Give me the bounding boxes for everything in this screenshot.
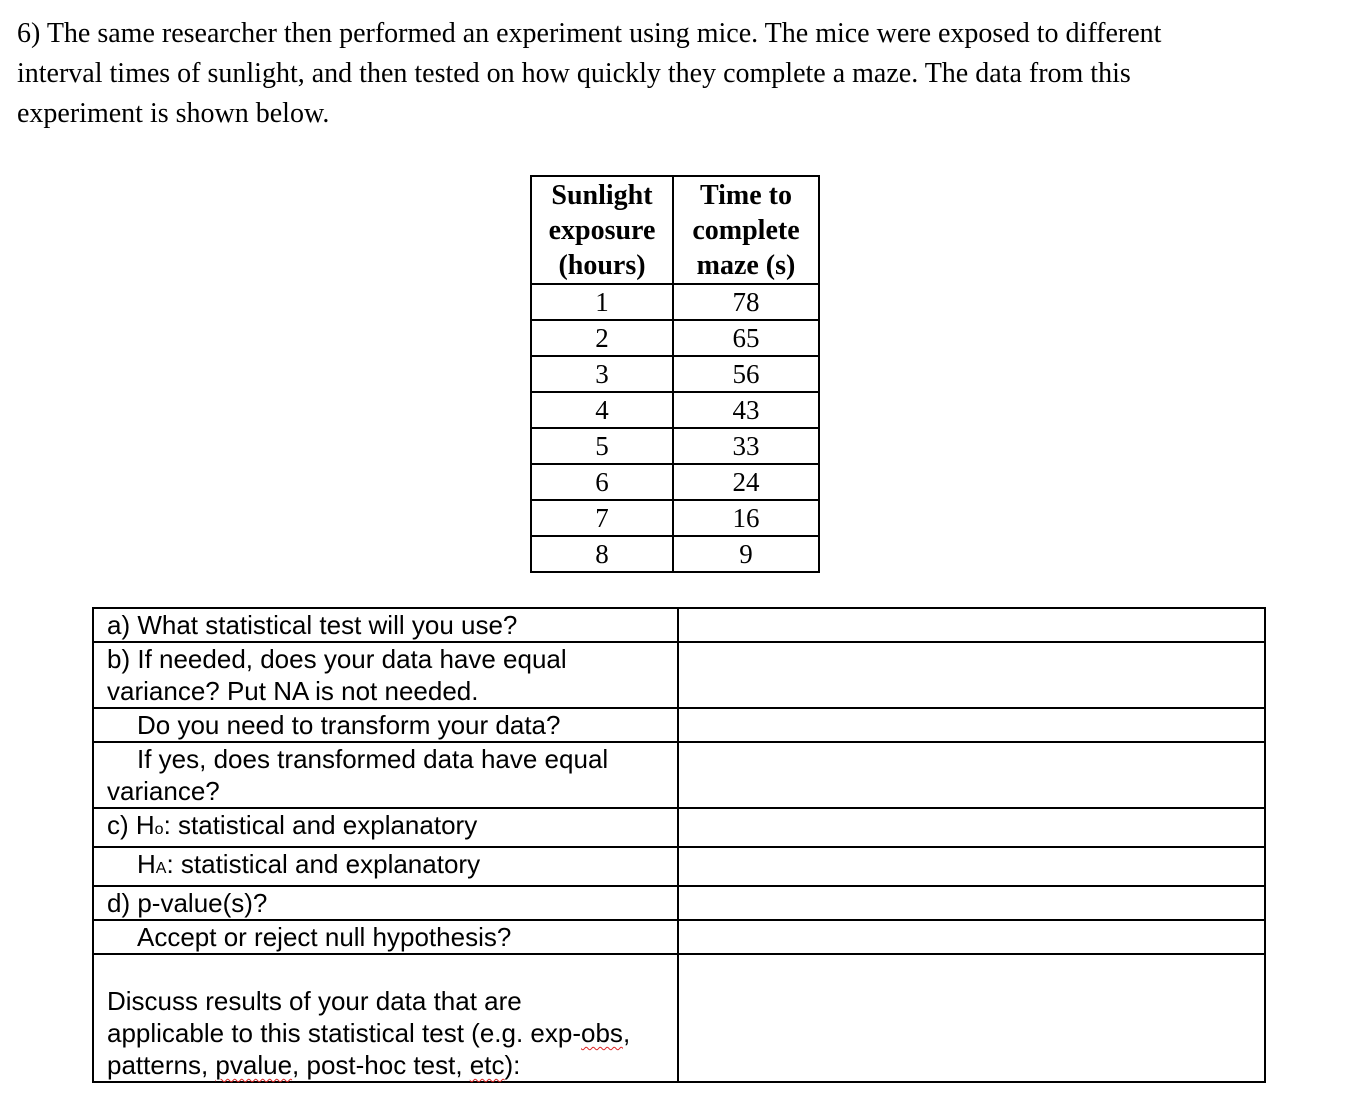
answer-transform-cell[interactable] — [678, 708, 1265, 742]
time-cell: 24 — [673, 464, 819, 500]
sunlight-cell: 1 — [531, 284, 673, 320]
table-row — [531, 392, 819, 428]
ha-subscript: A — [155, 860, 167, 877]
sunlight-cell: 2 — [531, 320, 673, 356]
answer-accept-cell[interactable] — [678, 920, 1265, 954]
question-transformed-line-2: variance? — [107, 776, 220, 806]
header-sunlight-exposure — [531, 176, 673, 284]
discuss-line-3-etc: etc — [469, 1050, 505, 1080]
discuss-line-2 — [107, 1017, 677, 1049]
qa-row-b — [93, 642, 1265, 708]
sunlight-cell: 4 — [531, 392, 673, 428]
table-row — [531, 500, 819, 536]
answer-table — [92, 607, 1266, 1083]
header-time-line-2: complete — [692, 214, 800, 246]
header-time-line-3: maze (s) — [696, 249, 796, 281]
question-transformed-variance — [93, 742, 678, 808]
header-time-line-1: Time to — [699, 179, 793, 211]
header-sunlight-line-3: (hours) — [558, 249, 646, 281]
question-b-line-1: b) If needed, does your data have equal — [107, 644, 567, 674]
sunlight-cell: 5 — [531, 428, 673, 464]
question-a — [93, 608, 678, 642]
question-discuss — [93, 954, 678, 1082]
question-d-text: d) p-value(s)? — [107, 888, 268, 918]
table-row — [531, 464, 819, 500]
time-cell: 33 — [673, 428, 819, 464]
question-line-1: 6) The same researcher then performed an experiment using mice. The mice were exposed to different — [17, 18, 1162, 49]
question-a-text: a) What statistical test will you use? — [107, 610, 518, 640]
time-cell: 65 — [673, 320, 819, 356]
discuss-line-3 — [107, 1049, 677, 1081]
ha-rest: : statistical and explanatory — [166, 849, 481, 879]
answer-ha-cell[interactable] — [678, 847, 1265, 886]
header-sunlight-line-1: Sunlight — [551, 179, 653, 211]
data-table — [530, 175, 820, 573]
question-transform-text: Do you need to transform your data? — [137, 710, 561, 740]
time-cell: 78 — [673, 284, 819, 320]
qa-row-ha — [93, 847, 1265, 886]
qa-row-d — [93, 886, 1265, 920]
discuss-line-3-a: patterns, — [107, 1050, 216, 1080]
question-b — [93, 642, 678, 708]
time-cell: 9 — [673, 536, 819, 572]
qa-row-transformed-variance — [93, 742, 1265, 808]
h0-prefix: c) H — [107, 810, 155, 840]
discuss-line-2-c: , — [622, 1018, 631, 1048]
question-accept — [93, 920, 678, 954]
time-cell: 16 — [673, 500, 819, 536]
question-h0 — [93, 808, 678, 847]
qa-row-transform — [93, 708, 1265, 742]
header-sunlight-line-2: exposure — [548, 214, 656, 246]
answer-discuss-cell[interactable] — [678, 954, 1265, 1082]
answer-b-cell[interactable] — [678, 642, 1265, 708]
question-line-2: interval times of sunlight, and then tested on how quickly they complete a maze. The data from this — [17, 58, 1131, 89]
table-row — [531, 284, 819, 320]
question-b-line-2: variance? Put NA is not needed. — [107, 676, 479, 706]
discuss-line-3-e: ): — [504, 1050, 521, 1080]
answer-a-cell[interactable] — [678, 608, 1265, 642]
table-row — [531, 356, 819, 392]
h0-rest: : statistical and explanatory — [163, 810, 478, 840]
question-transform — [93, 708, 678, 742]
qa-row-discuss — [93, 954, 1265, 1082]
qa-row-accept — [93, 920, 1265, 954]
sunlight-cell: 8 — [531, 536, 673, 572]
table-row — [531, 320, 819, 356]
sunlight-cell: 3 — [531, 356, 673, 392]
question-line-3: experiment is shown below. — [17, 98, 330, 129]
data-table-header-row — [531, 176, 819, 284]
header-time-to-complete — [673, 176, 819, 284]
sunlight-cell: 7 — [531, 500, 673, 536]
discuss-line-3-c: , post-hoc test, — [292, 1050, 470, 1080]
question-transformed-line-1: If yes, does transformed data have equal — [137, 744, 609, 774]
answer-transformed-variance-cell[interactable] — [678, 742, 1265, 808]
discuss-line-3-pvalue: pvalue — [215, 1050, 293, 1080]
answer-d-cell[interactable] — [678, 886, 1265, 920]
answer-h0-cell[interactable] — [678, 808, 1265, 847]
discuss-line-2-obs: obs — [581, 1018, 623, 1048]
table-row — [531, 536, 819, 572]
time-cell: 43 — [673, 392, 819, 428]
question-accept-text: Accept or reject null hypothesis? — [137, 922, 512, 952]
question-ha — [93, 847, 678, 886]
question-h0-text — [107, 809, 677, 846]
question-ha-text — [107, 848, 677, 885]
discuss-line-2-a: applicable to this statistical test (e.g. exp- — [107, 1018, 582, 1048]
ha-prefix: H — [137, 849, 156, 879]
h0-subscript: o — [154, 821, 164, 838]
question-d — [93, 886, 678, 920]
time-cell: 56 — [673, 356, 819, 392]
qa-row-h0 — [93, 808, 1265, 847]
sunlight-cell: 6 — [531, 464, 673, 500]
discuss-line-1: Discuss results of your data that are — [107, 986, 522, 1016]
question-text — [17, 14, 1317, 134]
qa-row-a — [93, 608, 1265, 642]
table-row — [531, 428, 819, 464]
